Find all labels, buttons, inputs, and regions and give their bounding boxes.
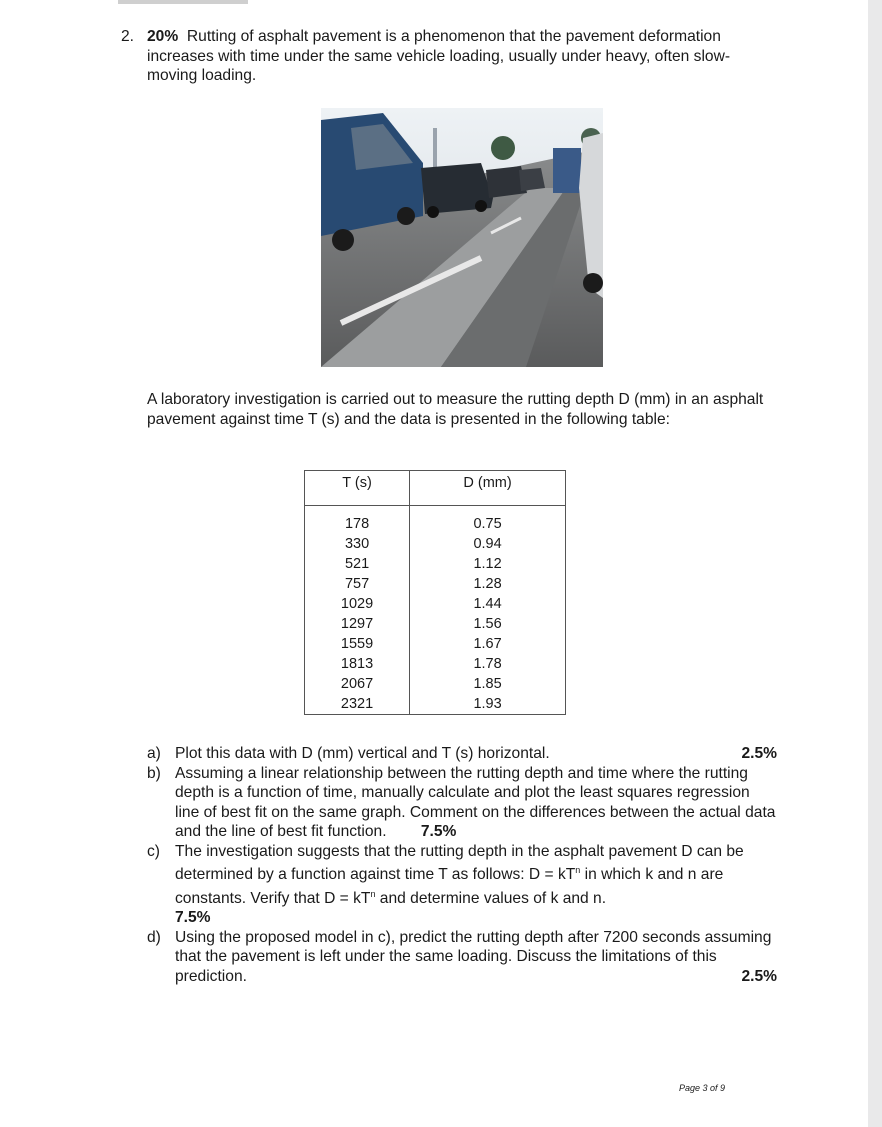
question-text: Rutting of asphalt pavement is a phenomenon that the pavement deformation increases with time under the same vehicle loading, usually under heavy, often slow-moving loading. [147, 28, 731, 84]
part-b [147, 764, 777, 842]
part-c-text-2: in which k and n are constants. Verify that D = kT [175, 866, 724, 907]
part-a-label: a) [147, 745, 161, 762]
viewer-right-strip [868, 0, 882, 1127]
table-row: 1029 1.44 [305, 594, 566, 614]
page-number: Page 3 of 9 [679, 1083, 726, 1093]
traffic-photo [321, 108, 603, 367]
question-parts [147, 744, 777, 986]
part-d-text: Using the proposed model in c), predict the rutting depth after 7200 seconds assuming that the pavement is left under the same loading. Discuss the limitations of this prediction. [175, 928, 772, 985]
rutting-data-table [304, 470, 566, 715]
part-c [147, 842, 777, 928]
question-header [121, 27, 781, 84]
part-d [147, 928, 777, 987]
table-row: 1813 1.78 [305, 654, 566, 674]
table-row: 521 1.12 [305, 554, 566, 574]
part-a [147, 744, 777, 764]
table-row: 757 1.28 [305, 574, 566, 594]
intro-paragraph: A laboratory investigation is carried out to measure the rutting depth D (mm) in an asphalt pavement against time T (s) and the data is presented in the following table: [147, 391, 764, 428]
table-row: 2067 1.85 [305, 674, 566, 694]
part-c-text-1: The investigation suggests that the rutting depth in the asphalt pavement D can be determined by a function against time T as follows: D = kT [175, 842, 744, 884]
part-a-mark: 2.5% [741, 745, 777, 762]
table-row: 1559 1.67 [305, 634, 566, 654]
part-c-label: c) [147, 842, 160, 860]
part-c-exponent-2: n [370, 888, 376, 899]
part-c-mark: 7.5% [175, 909, 211, 927]
part-b-label: b) [147, 764, 161, 782]
table-row: 330 0.94 [305, 534, 566, 554]
part-b-mark: 7.5% [420, 823, 457, 840]
header-depth: D (mm) [410, 471, 566, 506]
table-row: 178 0.75 [305, 514, 566, 534]
part-c-exponent-1: n [575, 865, 581, 875]
part-d-label: d) [147, 928, 161, 946]
question-text-block [147, 27, 777, 86]
part-a-text: Plot this data with D (mm) vertical and T (s) horizontal. [175, 745, 550, 762]
header-time: T (s) [305, 471, 410, 506]
part-c-text-3: and determine values of k and n. [375, 889, 607, 907]
question-weight: 20% [147, 28, 179, 45]
part-b-text: Assuming a linear relationship between the rutting depth and time where the rutting depth is a function of time, manually calculate and plot the least squares regression line of best fit on the same graph. Comment on the differences between the actual data and the line of best fit function. [175, 764, 776, 840]
page-top-edge [118, 0, 248, 4]
table-header-row [305, 471, 566, 506]
table-row: 2321 1.93 [305, 694, 566, 715]
part-d-mark: 2.5% [741, 967, 777, 985]
table-row: 1297 1.56 [305, 614, 566, 634]
question-number: 2. [121, 28, 135, 45]
